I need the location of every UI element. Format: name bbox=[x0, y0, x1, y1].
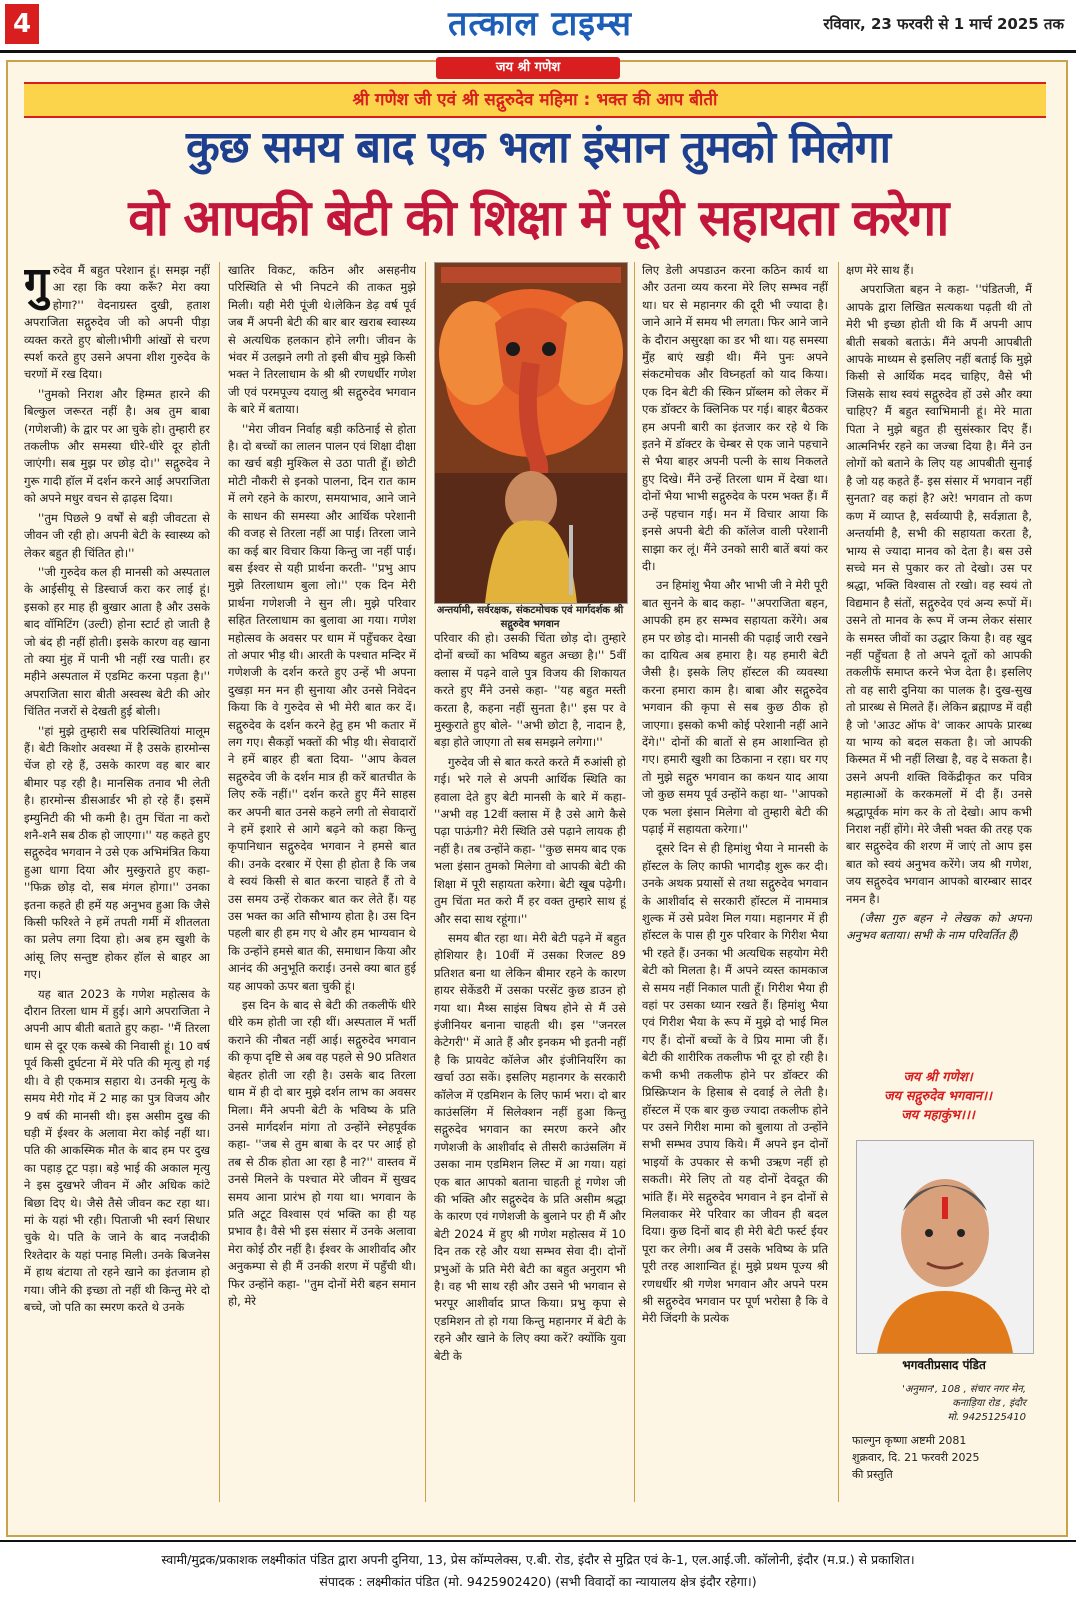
issue-date: रविवार, 23 फरवरी से 1 मार्च 2025 तक bbox=[823, 15, 1064, 33]
article-paragraph: समय बीत रहा था। मेरी बेटी पढ़ने में बहुत होशियार है। 10वीं में उसका रिजल्ट 89 प्रतिशत बना था लेकिन बीमार रहने के कारण हायर सेकेंडरी में उसका परसेंट कुछ डाउन हो गया था। मैथ्स साइंस विषय होने से मैं उसे इंजीनियर बनाना चाहती थी। इस ''जनरल केटेगरी'' में आते हैं और इनकम भी इतनी नहीं है कि प्रायवेट कॉलेज और इंजीनियरिंग का खर्चा उठा सकें। इसलिए महानगर के सरकारी कॉलेज में एडमिशन के लिए फार्म भरा। दो बार काउंसलिंग में सिलेक्शन नहीं हुआ किन्तु सद्गुरुदेव भगवान का स्मरण करने और गणेशजी के आशीर्वाद से तीसरी काउंसलिंग में उसका नाम एडमिशन लिस्ट में आ गया। यहां एक बात आपको बताना चाहती हूं गणेश जी की भक्ति और सद्गुरुदेव के प्रति असीम श्रद्धा के कारण एवं गणेशजी के बुलाने पर ही मैं और बेटी 2024 में हुए श्री गणेश महोत्सव में 10 दिन तक रहे और यथा सम्भव सेवा दी। दोनों प्रभुओं के प्रति मेरी बेटी का बहुत अनुराग भी है। वह भी साथ रही और उसने भी भगवान से भरपूर आशीर्वाद प्राप्त किया। प्रभु कृपा से एडमिशन तो हो गया किन्तु महानगर में बेटी के रहने और खाने के लिए क्या करें? क्योंकि युवा बेटी के bbox=[434, 930, 626, 1363]
article-paragraph: उन हिमांशु भैया और भाभी जी ने मेरी पूरी बात सुनने के बाद कहा- ''अपराजिता बहन, आपकी हम हर सम्भव सहायता करेंगे। अब हम पर छोड़ दो। मानसी की पढ़ाई जारी रखने का दायित्व अब हमारा है। यह हमारी बेटी जैसी है। इसके लिए हॉस्टल की व्यवस्था करना हमारा काम है। बाबा और सद्गुरुदेव भगवान की कृपा से सब कुछ ठीक हो जाएगा। इसको कभी कोई परेशानी नहीं आने देंगे।'' दोनों की बातों से हम आशान्वित हो गए। हमारी खुशी का ठिकाना न रहा। घर गए तो मुझे सद्गुरु भगवान का कथन याद आया जो कुछ समय पूर्व उन्होंने कहा था- ''आपको एक भला इंसान मिलेगा वो तुम्हारी बेटी की पढ़ाई में सहायता करेगा।'' bbox=[642, 578, 828, 836]
newspaper-name: तत्काल टाइम्स bbox=[447, 4, 633, 44]
author-name: भगवतीप्रसाद पंडित bbox=[902, 1358, 986, 1372]
article-subheading: श्री गणेश जी एवं श्री सद्गुरुदेव महिमा : भक्त की आप बीती bbox=[24, 82, 1046, 118]
column-divider bbox=[838, 262, 839, 1502]
date-line: फाल्गुन कृष्णा अष्टमी 2081 bbox=[852, 1434, 967, 1447]
headline-primary: कुछ समय बाद एक भला इंसान तुमको मिलेगा bbox=[185, 122, 891, 173]
article-column-4 bbox=[642, 262, 828, 1502]
ganesh-idol-image bbox=[435, 263, 627, 603]
article-paragraph: क्षण मेरे साथ हैं। bbox=[846, 263, 914, 277]
date-line: शुक्रवार, दि. 21 फरवरी 2025 bbox=[852, 1451, 980, 1464]
author-address bbox=[852, 1383, 1026, 1425]
editor-line: संपादक : लक्ष्मीकांत पंडित (मो. 9425902420) (सभी विवादों का न्यायालय क्षेत्र इंदौर रहेगा।) bbox=[319, 1574, 757, 1589]
article-paragraph: (जैसा गुरु बहन ने लेखक को अपना अनुभव बताया। सभी के नाम परिवर्तित हैं) bbox=[846, 911, 1032, 943]
footer-divider bbox=[0, 1540, 1076, 1542]
masthead bbox=[0, 0, 1076, 50]
article-paragraph: लिए डेली अपडाउन करना कठिन कार्य था और उतना व्यय करना मेरे लिए सम्भव नहीं था। घर से महानगर की दूरी भी ज्यादा है। जाने आने में समय भी लगता। फिर आने जाने के दौरान असुरक्षा का डर भी था। यह समस्या मुँह बाएं खड़ी थी। मैंने पुनः अपने संकटमोचक और विघ्नहर्ता को याद किया। एक दिन बेटी की स्किन प्रॉब्लम को लेकर में एक डॉक्टर के क्लिनिक पर गई। बाहर बैठकर हम अपनी बारी का इंतजार कर रहे थे कि इतने में डॉक्टर के चेम्बर से एक जाने पहचाने से भैया बाहर अपनी पत्नी के साथ निकलते हुए दिखे। मैंने उन्हें तिरला धाम में देखा था। दोनों भैया भाभी सद्गुरुदेव के परम भक्त हैं। मैं उन्हें पहचान गई। मन में विचार आया कि इनसे अपनी बेटी की कॉलेज वाली परेशानी साझा कर लूं। मैंने उनको सारी बातें बयां कर दी। bbox=[642, 263, 828, 573]
article-paragraph: खातिर विकट, कठिन और असहनीय परिस्थिति से भी निपटने की ताकत मुझे मिली। यही मेरी पूंजी थे।लेकिन डेढ़ वर्ष पूर्व जब मैं अपनी बेटी की बार बार खराब स्वास्थ्य से अत्यधिक हलकान होने लगी। जीवन के भंवर में उलझने लगी तो इसी बीच मुझे किसी भक्त ने तिरलाधाम के श्री श्री रणधर्धीर गणेश जी एवं परमपूज्य दयालु श्री सद्गुरुदेव भगवान के बारे में बताया। bbox=[228, 263, 416, 417]
article-tag: जय श्री गणेश bbox=[436, 57, 620, 79]
column-divider bbox=[219, 262, 220, 1502]
article-paragraph: यह बात 2023 के गणेश महोत्सव के दौरान तिरला धाम में हुई। आगे अपराजिता ने अपनी आप बीती बताते हुए कहा- ''मैं तिरला धाम से दूर एक कस्बे की निवासी हूं। 10 वर्ष पूर्व किसी दुर्घटना में मेरे पति की मृत्यु हो गई थी। वे ही एकमात्र सहारा थे। उनकी मृत्यु के समय मेरी गोद में 2 माह का पुत्र विजय और 9 वर्ष की मानसी थी। इस असीम दुख की घड़ी में ईश्वर के अलावा मेरा कोई नहीं था। पति की आकस्मिक मौत के बाद हम पर दुख का पहाड़ टूट पड़ा। बड़े भाई की अकाल मृत्यु ने इस दुखभरे जीवन में और अधिक कांटे बिछा दिए थे। जैसे तैसे जीवन कट रहा था। मां के यहां भी रही। पिताजी भी स्वर्ग सिधार चुके थे। पति के जाने के बाद नजदीकी रिश्तेदार के यहां पनाह मिली। उनके बिजनेस में हाथ बंटाया तो रहने खाने का इंतजाम हो गया। जीने की इच्छा तो नहीं थी किन्तु मेरे दो बच्चे, जो पति का स्मरण करते थे उनके bbox=[24, 986, 210, 1314]
blessing-line: जय श्री गणेश। bbox=[903, 1070, 973, 1085]
article-paragraph: ''हां मुझे तुम्हारी सब परिस्थितियां मालूम हैं। बेटी किशोर अवस्था में है उसके हारमोन्स चेंज हो रहे हैं, उसके कारण वह बार बार बीमार पड़ रही है। मानसिक तनाव भी लेती है। हारमोन्स डीसआर्डर भी हो रहे हैं। इसमें इम्युनिटी की भी कमी है। तुम चिंता ना करो शनै-शनै सब ठीक हो जाएगा।'' यह कहते हुए सद्गुरुदेव भगवान ने उसे एक अभिमंत्रित किया हुआ धागा दिया और मुस्कुराते हुए कहा- ''फिक्र छोड़ दो, सब मंगल होगा।'' उनका इतना कहते ही हमें यह अनुभव हुआ कि जैसे किसी फरिश्ते ने हमें तपती गर्मी में शीतलता का प्रलेप लगा दिया हो। अब हम खुशी के आंसू लिए सन्तुष्ट होकर हॉल से बाहर आ गए। bbox=[24, 723, 210, 982]
address-line: मो. 9425125410 bbox=[947, 1412, 1026, 1423]
article-paragraph: ''जी गुरुदेव कल ही मानसी को अस्पताल के आईसीयू से डिस्चार्ज करा कर लाई हूं। इसको हर माह ही बुखार आता है और उसके बाद वॉमिटिंग (उल्टी) होना स्टार्ट हो जाती है जो बंद ही नहीं होती। इसके कारण वह खाना तो क्या मुंह में पानी भी नहीं रख पाती। हर महीने अस्पताल में एडमिट करना पड़ता है।'' अपराजिता सारा बीती अस्वस्थ बेटी की ओर चिंतित नजरों से देखती हुई बोली। bbox=[24, 564, 210, 719]
author-portrait bbox=[857, 1141, 1033, 1353]
page-number: 4 bbox=[5, 4, 39, 44]
blessing-line: जय महाकुंभ।।। bbox=[901, 1108, 975, 1123]
address-line: 'अनुमान', 108 , संचार नगर मेन, bbox=[902, 1384, 1026, 1395]
headline-secondary: वो आपकी बेटी की शिक्षा में पूरी सहायता करेगा bbox=[128, 189, 948, 247]
masthead-divider bbox=[0, 50, 1076, 53]
article-paragraph: रुदेव मैं बहुत परेशान हूं। समझ नहीं आ रहा कि क्या करूँ? मेरा क्या होगा?'' वेदनाग्रस्त दुखी, हताश अपराजिता सद्गुरुदेव जी को अपनी पीड़ा व्यक्त करते हुए बोली।भीगी आंखों से चरण स्पर्श करते हुए उसने अपना शीश गुरुदेव के चरणों में रख दिया। bbox=[24, 263, 210, 382]
drop-cap: गु bbox=[24, 262, 49, 309]
article-paragraph: इस दिन के बाद से बेटी की तकलीफें धीरे धीरे कम होती जा रही थीं। अस्पताल में भर्ती कराने की नौबत नहीं आई। सद्गुरुदेव भगवान की कृपा दृष्टि से अब वह पहले से 90 प्रतिशत बेहतर होती जा रही है। उसके बाद तिरला धाम में ही दो बार मुझे दर्शन लाभ का अवसर मिला। मैंने अपनी बेटी के भविष्य के प्रति उनसे मार्गदर्शन मांगा तो उन्होंने स्नेहपूर्वक कहा- ''जब से तुम बाबा के दर पर आई हो तब से ठीक होता आ रहा है ना?'' वास्तव में उनसे मिलने के पश्चात मेरे जीवन में सुखद समय आना प्रारंभ हो गया था। भगवान के प्रति अटूट विश्वास एवं भक्ति का ही यह प्रभाव है। वैसे भी इस संसार में उनके अलावा मेरा कोई ठौर नहीं है। ईश्वर के आशीर्वाद और अनुकम्पा से ही मैं उनकी शरण में पहुँची थी। फिर उन्होंने कहा- ''तुम दोनों मेरी बहन समान हो, मेरे bbox=[228, 998, 416, 1308]
article-paragraph: परिवार की हो। उसकी चिंता छोड़ दो। तुम्हारे दोनों बच्चों का भविष्य बहुत अच्छा है।'' 5वीं क्लास में पढ़ने वाले पुत्र विजय की शिकायत करते हुए मैंने उनसे कहा- ''यह बहुत मस्ती करता है, कहना नहीं सुनता है।'' इस पर वे मुस्कुराते हुए बोले- ''अभी छोटा है, नादान है, बड़ा होते जाएगा तो सब समझने लगेगा।'' bbox=[434, 631, 626, 750]
article-paragraph: ''मेरा जीवन निर्वाह बड़ी कठिनाई से होता है। दो बच्चों का लालन पालन एवं शिक्षा दीक्षा का खर्च बड़ी मुश्किल से उठा पाती हूँ। छोटी मोटी नौकरी से इनको पालना, दिन रात काम में लगे रहने के कारण, समयाभाव, आने जाने के साधन की समस्या और आर्थिक परेशानी की वजह से तिरला नहीं आ पाई। तिरला जाने का कई बार विचार किया किन्तु जा नहीं पाई। बस ईश्वर से यही प्रार्थना करती- ''प्रभु आप मुझे तिरलाधाम बुला लो।'' एक दिन मेरी प्रार्थना गणेशजी ने सुन ली। मुझे परिवार सहित तिरलाधाम का बुलावा आ गया। गणेश महोत्सव के अवसर पर धाम में पहुँचकर देखा तो अपार भीड़ थी। आरती के पश्चात मन्दिर में गणेशजी के दर्शन करते हुए उन्हें भी अपना दुखड़ा मन मन ही सुनाया और उनसे निवेदन किया कि वे गुरुदेव से भी मेरी बात कर दें। सद्गुरुदेव के दर्शन करने हेतु हम भी कतार में लग गए। सैकड़ों भक्तों की भीड़ थी। सेवादारों ने हमें बाहर ही बता दिया- ''आप केवल सद्गुरुदेव जी के दर्शन मात्र ही करें बातचीत के लिए रुकें नहीं।'' दर्शन करते हुए मैंने साहस कर अपनी बात उनसे कहने लगी तो सेवादारों ने हमें इशारे से आगे बढ़ने को कहा किन्तु कृपानिधान सद्गुरुदेव भगवान ने हमसे बात की। उनके दरबार में ऐसा ही होता है कि जब वे स्वयं किसी से बात करना चाहते हैं तो वे उस समय उन्हें रोककर बात कर लेते हैं। यह उस भक्त का अति सौभाग्य होता है। उस दिन पहली बार ही हम गए थे और हम भाग्यवान थे कि उन्होंने हमसे बात की, समाधान किया और आनंद की अनुभूति कराई। उनसे क्या बात हुई यह आपको ऊपर बता चुकी हूं। bbox=[228, 421, 416, 993]
imprint-line: स्वामी/मुद्रक/प्रकाशक लक्ष्मीकांत पंडित द्वारा अपनी दुनिया, 13, प्रेस कॉम्पलेक्स, ए.बी. रोड, इंदौर से मुद्रित एवं के-1, एल.आई.जी. कॉलोनी, इंदौर (म.प्र.) से प्रकाशित। bbox=[161, 1552, 915, 1567]
author-photo bbox=[856, 1140, 1034, 1354]
article-paragraph: ''तुमको निराश और हिम्मत हारने की बिल्कुल जरूरत नहीं है। अब तुम बाबा (गणेशजी) के द्वार पर आ चुके हो। तुम्हारी हर तकलीफ और समस्या धीरे-धीरे दूर होती जाएंगी। सब मुझ पर छोड़ दो।'' सद्गुरुदेव ने गुरू गादी हॉल में दर्शन करने आई अपराजिता को अपने मधुर वचन से ढ़ाढ़स दिया। bbox=[24, 386, 210, 506]
address-line: कनाड़िया रोड , इंदौर bbox=[952, 1398, 1026, 1409]
presentation-date bbox=[852, 1432, 1028, 1483]
article-column-1 bbox=[24, 262, 210, 1502]
blessing-line: जय सद्गुरुदेव भगवान।। bbox=[884, 1089, 992, 1104]
guru-photo bbox=[434, 262, 628, 604]
date-line: की प्रस्तुति bbox=[852, 1468, 893, 1481]
photo-caption: अन्तर्यामी, सर्वरक्षक, संकटमोचक एवं मार्गदर्शक श्री सद्गुरुदेव भगवान bbox=[436, 605, 624, 630]
article-paragraph: दूसरे दिन से ही हिमांशु भैया ने मानसी के हॉस्टल के लिए काफी भागदौड़ शुरू कर दी। उनके अथक प्रयासों से तथा सद्गुरुदेव भगवान के आशीर्वाद से सरकारी हॉस्टल में नाममात्र शुल्क में उसे प्रवेश मिल गया। महानगर में ही हॉस्टल के पास ही गुरु परिवार के गिरीश भैया भी रहते हैं। उनका भी अत्यधिक सहयोग मेरी बेटी को मिलता है। मैं अपने व्यस्त कामकाज से समय नहीं निकाल पाती हूँ। गिरीश भैया ही वहां पर उसका ध्यान रखते हैं। हिमांशु भैया एवं गिरीश भैया के रूप में मुझे दो भाई मिल गए हैं। दोनों बच्चों के वे प्रिय मामा जी हैं। बेटी की शारीरिक तकलीफ भी दूर हो रही है। कभी कभी तकलीफ होने पर डॉक्टर की प्रिस्क्रिप्शन के हिसाब से दवाई ले लेती है। हॉस्टल में एक बार कुछ ज्यादा तकलीफ होने पर उसने गिरीश मामा को बुलाया तो उन्होंने सभी सम्भव उपाय किये। मैं अपने इन दोनों भाइयों के उपकार से कभी उऋण नहीं हो सकती। मेरे लिए तो यह दोनों देवदूत की भांति हैं। मेरे सद्गुरुदेव भगवान ने इन दोनों से मिलवाकर मेरे परिवार का जीवन ही बदल दिया। कुछ दिनों बाद ही मेरी बेटी फर्स्ट ईयर पूरा कर लेगी। अब मैं उसके भविष्य के प्रति पूरी तरह आशान्वित हूं। मुझे प्रथम पूज्य श्री रणधर्धीर श्री गणेश भगवान और अपने परम श्री सद्गुरुदेव भगवान पर पूर्ण भरोसा है कि वे मेरी जिंदगी के प्रत्येक bbox=[642, 841, 828, 1326]
article-column-5 bbox=[846, 262, 1032, 1062]
article-paragraph: अपराजिता बहन ने कहा- ''पंडितजी, मैं आपके द्वारा लिखित सत्यकथा पढ़ती थी तो मेरी भी इच्छा होती थी कि मैं अपनी आप बीती सबको बताऊं। मैंने अपनी आपबीती आपके माध्यम से इसलिए नहीं बताई कि मुझे किसी से आर्थिक मदद चाहिए, वैसे भी जिसके साथ स्वयं सद्गुरुदेव हों उसे और क्या चाहिए? मैं बहुत स्वाभिमानी हूं। मेरे माता पिता ने मुझे बहुत ही सुसंस्कार दिए हैं। आत्मनिर्भर रहने का जज्बा दिया है। मैंने उन लोगों को बताने के लिए यह आपबीती सुनाई है जो यह कहते हैं- इस संसार में भगवान नहीं सुनता? वह कहां है? अरे! भगवान तो कण कण में व्याप्त है, सर्वव्यापी है, सर्वज्ञाता है, अन्तर्यामी है, सभी की सहायता करता है, भाग्य से ज्यादा मानव को देता है। बस उसे सच्चे मन से पुकार कर तो देखो। उस पर श्रद्धा, भक्ति विश्वास तो रखो। वह स्वयं तो विद्यमान है संतों, सद्गुरुदेव एवं अन्य रूपों में। उसने तो मानव के रूप में जन्म लेकर संसार के समस्त जीवों का उद्धार किया है। वह खुद नहीं पहुँचता है तो अपने दूतों को आपकी तकलीफें समाप्त करने भेज देता है। इसलिए तो वह सारी दुनिया का पालक है। दुख-सुख तो प्रारब्ध से मिलते हैं। लेकिन ब्रह्माण्ड में वही है जो 'आउट ऑफ वे' जाकर आपके प्रारब्ध या भाग्य को बदल सकता है। जो आपकी किस्मत में भी नहीं लिखा है, वह दे सकता है। उसने अपनी शक्ति विकेंद्रीकृत कर पवित्र महात्माओं के करकमलों में दी हैं। उनसे श्रद्धापूर्वक मांग कर के तो देखो। आप कभी निराश नहीं होंगे। मेरे जैसी भक्त की तरह एक बार सद्गुरुदेव की शरण में जाएं तो आप इस बात को स्वयं अनुभव करेंगे। जय श्री गणेश, जय सद्गुरुदेव भगवान आपको बारम्बार सादर नमन है। bbox=[846, 282, 1032, 906]
column-divider bbox=[634, 262, 635, 1502]
article-paragraph: गुरुदेव जी से बात करते करते मैं रुआंसी हो गई। भरे गले से अपनी आर्थिक स्थिति का हवाला देते हुए बेटी मानसी के बारे में कहा- ''अभी वह 12वीं क्लास में है उसे आगे कैसे पढ़ा पाऊंगी? मेरी स्थिति उसे पढ़ाने लायक ही नहीं है। तब उन्होंने कहा- ''कुछ समय बाद एक भला इंसान तुमको मिलेगा वो आपकी बेटी की शिक्षा में पूरी सहायता करेगा। बेटी खूब पढ़ेगी। तुम चिंता मत करो मैं हर वक्त तुम्हारे साथ हूं और सदा साथ रहूंगा।'' bbox=[434, 754, 626, 926]
blessing-block bbox=[848, 1068, 1028, 1125]
article-column-2 bbox=[228, 262, 416, 1502]
article-column-3 bbox=[434, 630, 626, 1502]
article-paragraph: ''तुम पिछले 9 वर्षों से बड़ी जीवटता से जीवन जी रही हो। अपनी बेटी के स्वास्थ्य को लेकर बहुत ही चिंतित हो।'' bbox=[24, 510, 210, 560]
column-divider bbox=[425, 262, 426, 1502]
